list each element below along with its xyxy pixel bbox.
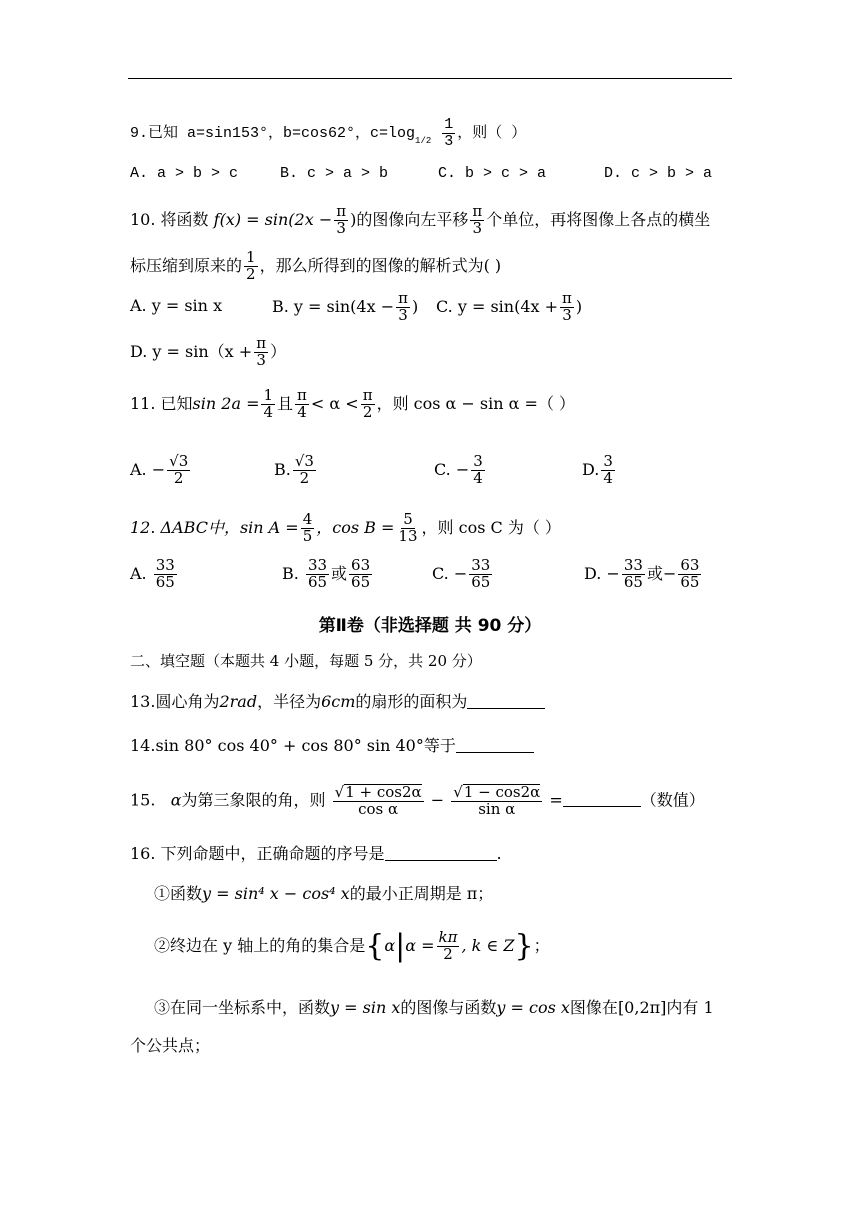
q16-item-3: ③在同一坐标系中，函数y = sin x的图像与函数y = cos x图像在[0,2π]内有 1 <box>154 998 714 1017</box>
q11-option-d: D. $\frac{3}{4}$ <box>582 452 613 487</box>
q16-answer-blank[interactable] <box>385 860 497 861</box>
q16-item-2: ②终边在 y 轴上的角的集合是{α|α = $\frac{k\pi}{2}$ , k ∈ Z}； <box>154 928 550 964</box>
question-9 <box>130 117 526 150</box>
section-2-title: 第Ⅱ卷（非选择题 共 90 分） <box>318 616 542 636</box>
question-10-line2: 标压缩到原来的 $\frac{1}{2}$ ，那么所得到的图像的解析式为( ) <box>130 248 502 283</box>
question-10-line1: 10. 将函数 f(x) = sin(2x − $\frac{\pi}{3}$ )的图像向左平移 $\frac{\pi}{3}$ 个单位，再将图像上各点的横坐 <box>130 202 711 237</box>
question-15: 15. α为第三象限的角，则 $\frac{√1 + \cos 2\alpha}{\text{cos α}}$ − $\frac{√1 - \cos 2\alpha}{\text{sin α}}$ = （数值） <box>130 783 705 818</box>
q9-option-d: D. c > b > a <box>604 165 713 182</box>
q10-option-d: D. y = sin（x + $\frac{\pi}{3}$ ） <box>130 334 287 369</box>
question-16: 16. 下列命题中，正确命题的序号是 . <box>130 844 502 863</box>
q16-item-1: ①函数y = sin⁴ x − cos⁴ x的最小正周期是 π； <box>154 884 494 903</box>
fill-in-header: 二、填空题（本题共 4 小题，每题 5 分，共 20 分） <box>130 652 482 670</box>
q12-option-d: D. − $\frac{33}{65}$ 或− $\frac{63}{65}$ <box>584 556 700 591</box>
q15-answer-blank[interactable] <box>563 806 641 807</box>
header-rule <box>128 78 732 79</box>
q9-option-b: B. c > a > b <box>280 165 389 182</box>
q12-option-a: A. $\frac{33}{65}$ <box>130 556 175 591</box>
q11-option-c: C. − $\frac{3}{4}$ <box>434 452 483 487</box>
q10-option-a: A. y = sin x <box>130 296 223 315</box>
q11-option-b: B. $\frac{√3}{2}$ <box>274 452 314 487</box>
question-11: 11. 已知sin 2a = $\frac{1}{4}$ 且 $\frac{\pi}{4}$ < α < $\frac{\pi}{2}$ ，则 cos α − sin α =（ ） <box>130 386 576 421</box>
q9-fraction: $\frac{1}{3}$ <box>444 116 454 150</box>
q10-option-b: B. y = sin(4x − $\frac{\pi}{3}$ ) <box>272 289 419 324</box>
question-14: 14.sin 80° cos 40° + cos 80° sin 40°等于 <box>130 738 534 754</box>
q11-option-a: A. − $\frac{√3}{2}$ <box>130 452 189 487</box>
q12-option-b: B. $\frac{33}{65}$ 或 $\frac{63}{65}$ <box>282 556 371 591</box>
q13-answer-blank[interactable] <box>467 708 545 709</box>
question-13: 13.圆心角为2rad，半径为6cm的扇形的面积为 <box>130 694 545 710</box>
q14-answer-blank[interactable] <box>456 752 534 753</box>
question-12: 12. ΔABC中，sin A = $\frac{4}{5}$ ，cos B = $\frac{5}{13}$ ，则 cos C 为（ ） <box>130 510 561 545</box>
q9-stem: 9.已知 a=sin153°，b=cos62°，c=log <box>130 125 416 143</box>
q12-option-c: C. − $\frac{33}{65}$ <box>432 556 491 591</box>
q16-item-3-continued: 个公共点； <box>130 1036 211 1055</box>
q9-tail: ，则（ ） <box>457 125 527 143</box>
q9-option-c: C. b > c > a <box>438 165 547 182</box>
q9-option-a: A. a > b > c <box>130 165 239 182</box>
q10-option-c: C. y = sin(4x + $\frac{\pi}{3}$ ) <box>436 289 583 324</box>
q9-log-base: 1/2 <box>415 136 432 147</box>
